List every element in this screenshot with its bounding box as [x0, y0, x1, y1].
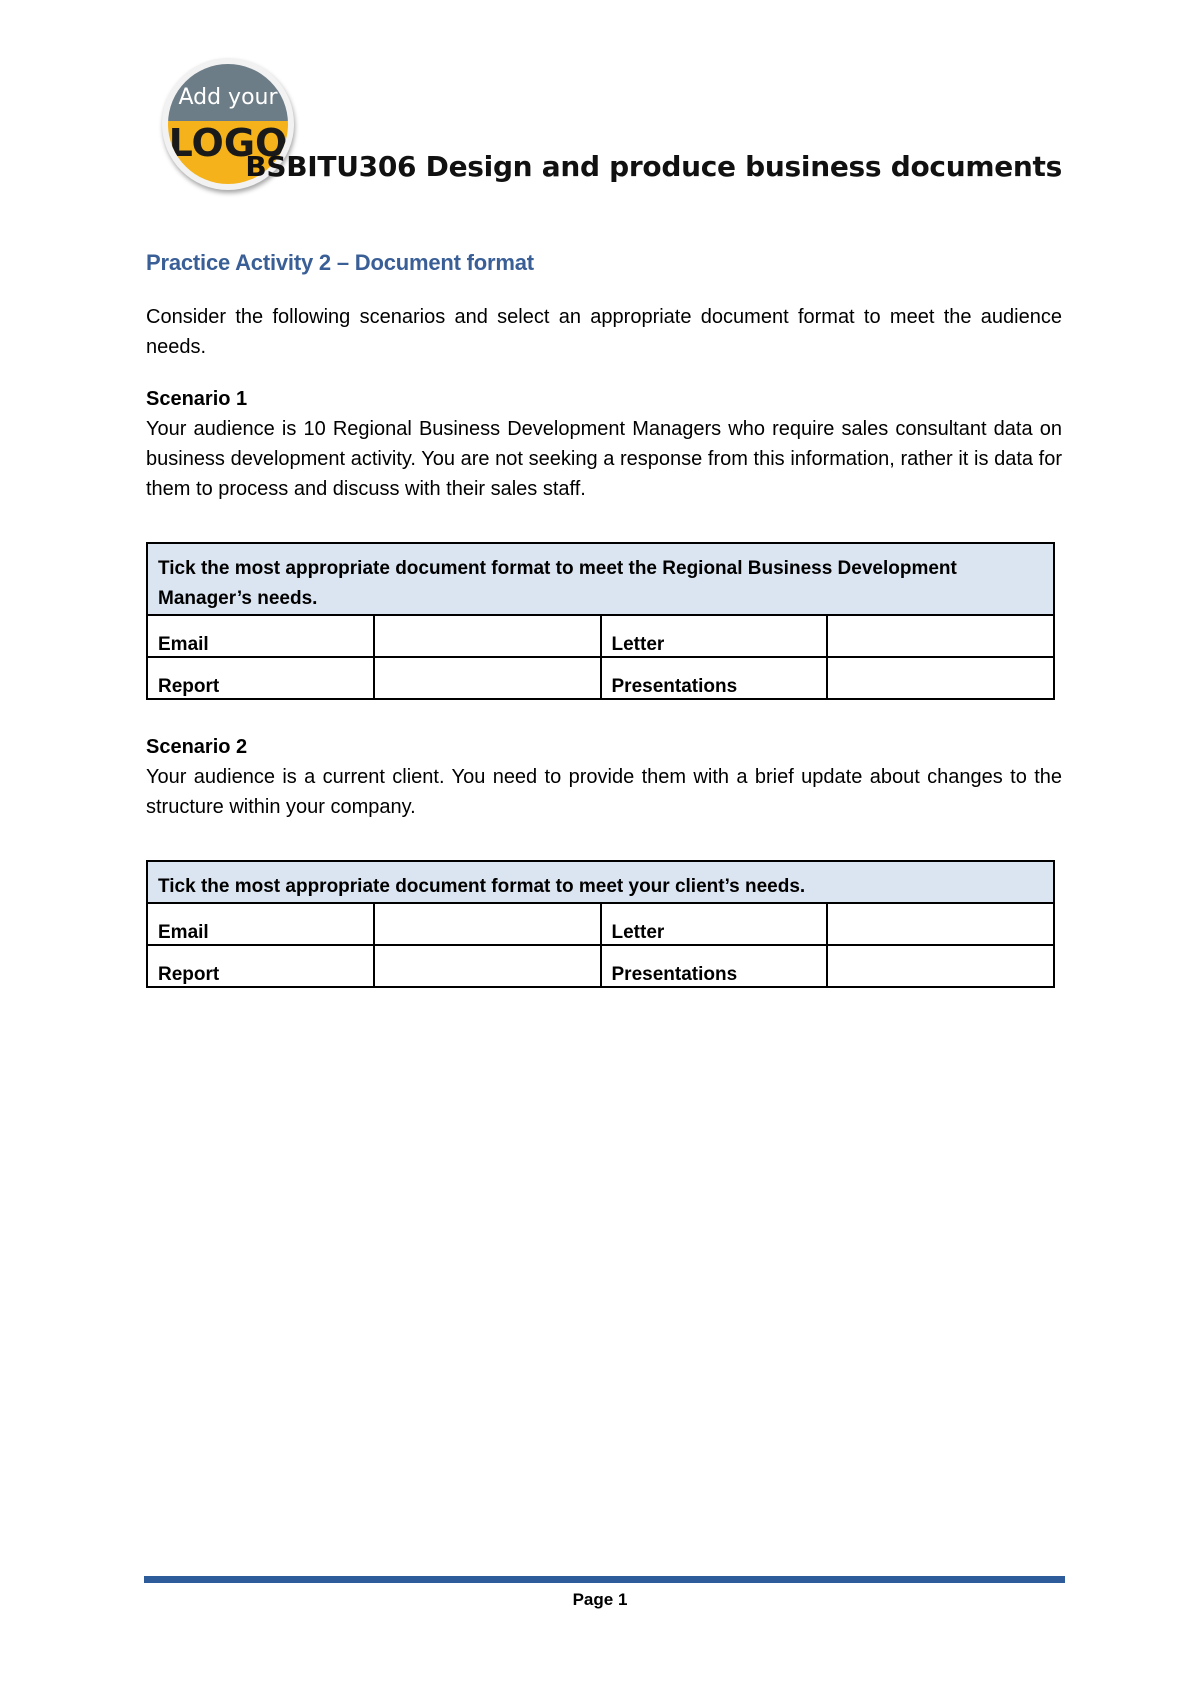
scenario-text: Your audience is a current client. You need to provide them with a brief update about changes to the structure within your company.	[146, 766, 1062, 818]
option-label-presentations: Presentations	[601, 657, 828, 699]
footer-divider	[144, 1576, 1065, 1583]
scenario-1	[146, 384, 1062, 700]
activity-heading: Practice Activity 2 – Document format	[146, 250, 534, 275]
tick-cell-letter[interactable]	[827, 615, 1054, 657]
scenario-2	[146, 732, 1062, 988]
logo-line2: LOGO	[168, 121, 288, 165]
tick-cell-report[interactable]	[374, 657, 601, 699]
tick-cell-email[interactable]	[374, 615, 601, 657]
tick-cell-presentations[interactable]	[827, 657, 1054, 699]
scenario-title: Scenario 2	[146, 736, 248, 758]
option-label-letter: Letter	[601, 903, 828, 945]
scenario-text: Your audience is 10 Regional Business Development Managers who require sales consultant data on business development activity. You are not seeking a response from this information, rather it is data for them to process and discuss with their sales staff.	[146, 418, 1062, 500]
option-label-presentations: Presentations	[601, 945, 828, 987]
activity-intro: Consider the following scenarios and select an appropriate document format to meet the audience needs.	[146, 306, 1062, 358]
format-choice-table	[146, 860, 1055, 988]
format-choice-table	[146, 542, 1055, 700]
tick-cell-email[interactable]	[374, 903, 601, 945]
logo-line1: Add your	[178, 85, 278, 110]
table-row	[147, 903, 1054, 945]
document-body	[146, 250, 1062, 988]
option-label-letter: Letter	[601, 615, 828, 657]
option-label-email: Email	[147, 615, 374, 657]
tick-cell-report[interactable]	[374, 945, 601, 987]
table-question: Tick the most appropriate document format to meet the Regional Business Development Manager’s needs.	[147, 543, 1054, 615]
option-label-report: Report	[147, 945, 374, 987]
table-row	[147, 945, 1054, 987]
table-row	[147, 615, 1054, 657]
tick-cell-presentations[interactable]	[827, 945, 1054, 987]
option-label-report: Report	[147, 657, 374, 699]
scenario-title: Scenario 1	[146, 388, 248, 410]
table-row	[147, 657, 1054, 699]
option-label-email: Email	[147, 903, 374, 945]
table-question: Tick the most appropriate document format to meet your client’s needs.	[147, 861, 1054, 903]
page-number: Page 1	[572, 1590, 628, 1609]
document-title: BSBITU306 Design and produce business documents	[245, 150, 1062, 183]
tick-cell-letter[interactable]	[827, 903, 1054, 945]
